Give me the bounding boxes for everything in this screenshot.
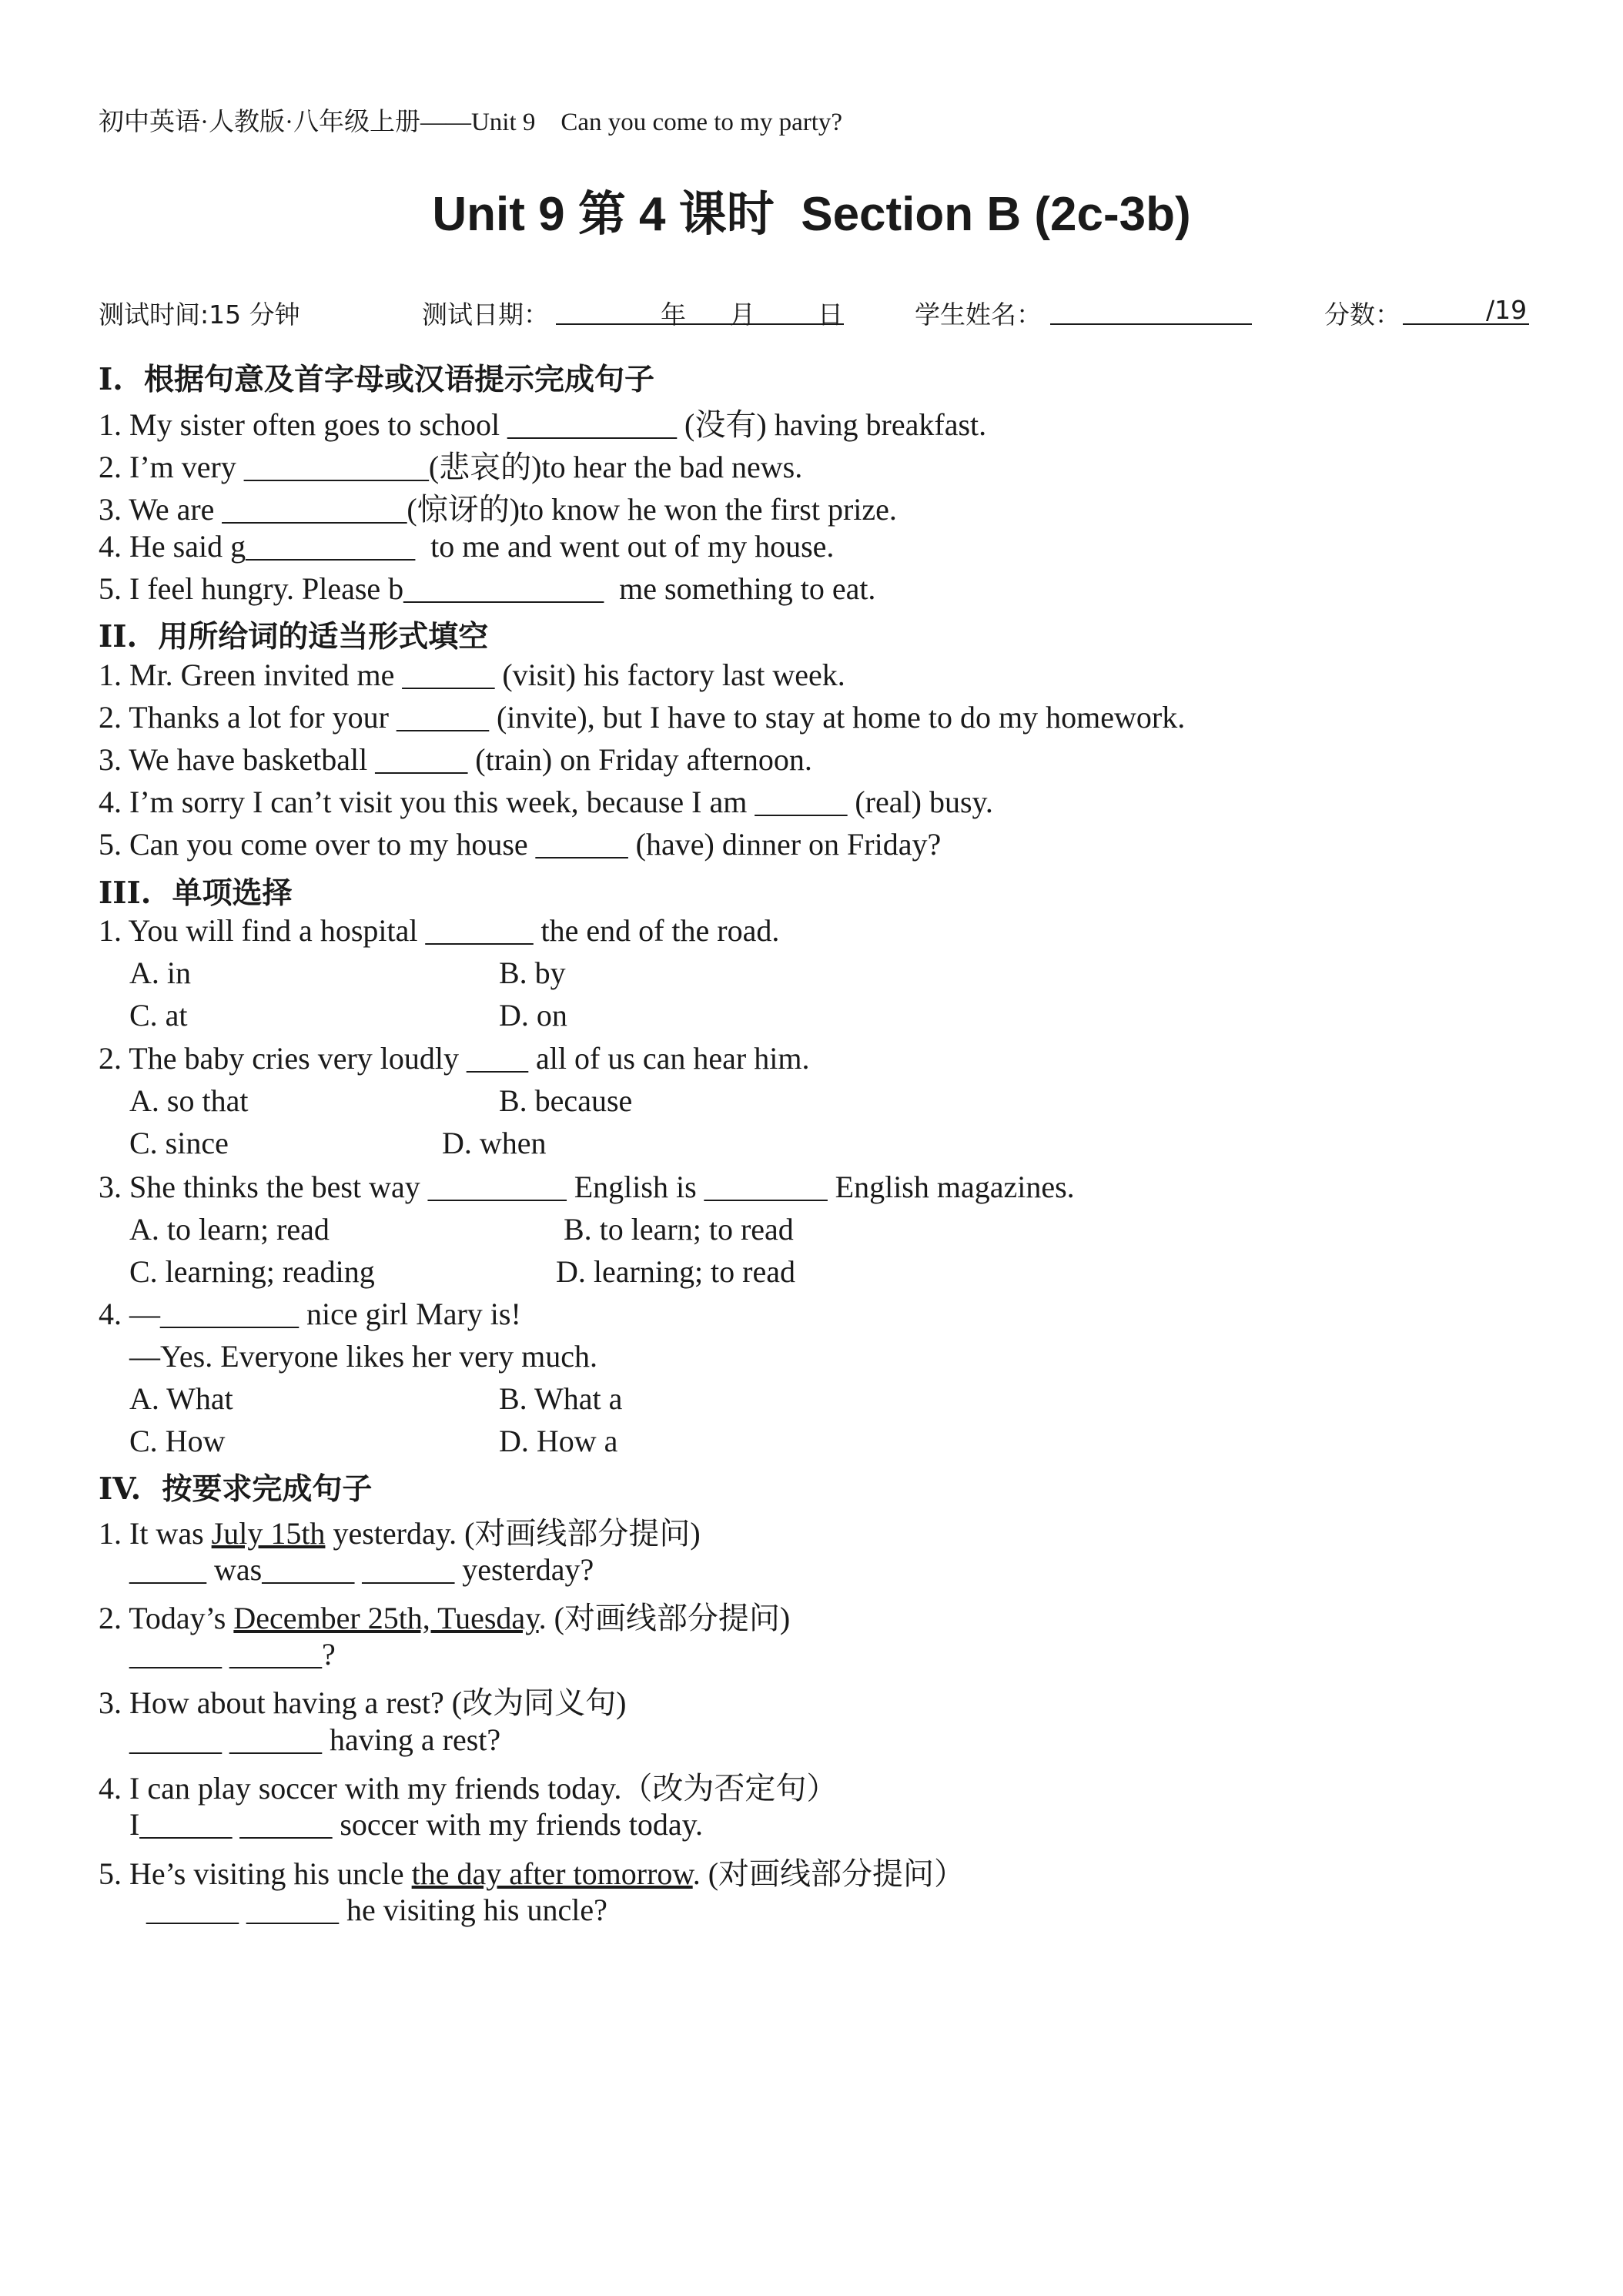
test-date-field[interactable]: [556, 290, 844, 325]
s3-q2-option-a[interactable]: A. so that: [129, 1083, 249, 1118]
s4-q5-answer[interactable]: ______ ______ he visiting his uncle?: [146, 1893, 607, 1927]
s2-item-5: 5. Can you come over to my house ______ (have) dinner on Friday?: [99, 827, 942, 862]
test-date-label: 测试日期：: [422, 300, 549, 330]
s3-q4-option-c[interactable]: C. How: [129, 1424, 226, 1458]
s1-item-5: 5. I feel hungry. Please b_____________ me something to eat.: [99, 571, 876, 606]
date-month: 月: [730, 300, 755, 330]
date-day: 日: [818, 300, 843, 330]
s3-q4-option-a[interactable]: A. What: [129, 1381, 233, 1416]
s3-q1-option-c[interactable]: C. at: [129, 998, 188, 1033]
page-title: Unit 9 第 4 课时 Section B (2c-3b): [432, 188, 1191, 241]
s3-q1-option-a[interactable]: A. in: [129, 956, 191, 990]
s1-item-4: 4. He said g___________ to me and went out of my house.: [99, 529, 835, 564]
s4-q3-answer[interactable]: ______ ______ having a rest?: [129, 1722, 501, 1757]
student-name-label: 学生姓名：: [915, 300, 1042, 330]
s3-q2-option-c[interactable]: C. since: [129, 1126, 229, 1160]
s1-item-3: 3. We are ____________(惊讶的)to know he won the first prize.: [99, 492, 897, 527]
s4-q5-post: . (对画线部分提问）: [692, 1856, 965, 1891]
s2-item-4: 4. I’m sorry I can’t visit you this week, because I am ______ (real) busy.: [99, 785, 993, 819]
s3-q4-reply: —Yes. Everyone likes her very much.: [129, 1339, 598, 1374]
s3-q4-option-b[interactable]: B. What a: [499, 1381, 623, 1416]
s4-q1-pre: 1. It was: [99, 1516, 212, 1551]
s4-q2-answer[interactable]: ______ ______?: [129, 1637, 336, 1672]
s3-q2-stem: 2. The baby cries very loudly ____ all of us can hear him.: [99, 1041, 810, 1076]
s3-q3-option-a[interactable]: A. to learn; read: [129, 1212, 330, 1247]
s4-q2-post: . (对画线部分提问): [538, 1601, 791, 1635]
s4-q1-post: yesterday. (对画线部分提问): [325, 1516, 701, 1551]
s3-q3-stem: 3. She thinks the best way _________ English is ________ English magazines.: [99, 1170, 1075, 1204]
s2-item-2: 2. Thanks a lot for your ______ (invite), but I have to stay at home to do my homework.: [99, 700, 1186, 735]
s3-q4-option-d[interactable]: D. How a: [499, 1424, 618, 1458]
s4-q2-underlined: December 25th, Tuesday: [233, 1601, 539, 1635]
section-2-heading: II. 用所给词的适当形式填空: [99, 619, 489, 654]
s4-q1-answer[interactable]: _____ was______ ______ yesterday?: [129, 1552, 594, 1587]
date-year: 年: [661, 300, 686, 330]
section-4-heading: IV. 按要求完成句子: [99, 1471, 373, 1507]
s3-q3-option-c[interactable]: C. learning; reading: [129, 1254, 375, 1289]
s4-q1-underlined: July 15th: [211, 1516, 326, 1551]
test-time: 测试时间:15 分钟: [99, 300, 300, 330]
s4-q3-line: 3. How about having a rest? (改为同义句): [99, 1685, 627, 1720]
section-3-heading: III. 单项选择: [99, 875, 293, 911]
s4-q4-answer[interactable]: I______ ______ soccer with my friends today.: [129, 1807, 704, 1842]
s4-q4-line: 4. I can play soccer with my friends today.（改为否定句）: [99, 1771, 838, 1806]
page-header: 初中英语·人教版·八年级上册——Unit 9 Can you come to my party?: [99, 109, 843, 136]
score-total: /19: [1486, 295, 1528, 325]
s4-q2-pre: 2. Today’s: [99, 1601, 234, 1635]
section-1-heading: I. 根据句意及首字母或汉语提示完成句子: [99, 362, 654, 397]
s4-q1-line: [99, 1509, 701, 1553]
s3-q3-option-b[interactable]: B. to learn; to read: [564, 1212, 794, 1247]
s4-q2-line: [99, 1594, 790, 1638]
score-label: 分数：: [1324, 300, 1400, 330]
s4-q5-underlined: the day after tomorrow: [411, 1856, 693, 1891]
s3-q1-stem: 1. You will find a hospital _______ the end of the road.: [99, 913, 780, 948]
s3-q1-option-b[interactable]: B. by: [499, 956, 566, 990]
s2-item-1: 1. Mr. Green invited me ______ (visit) his factory last week.: [99, 658, 845, 692]
s3-q1-option-d[interactable]: D. on: [499, 998, 567, 1033]
s3-q3-option-d[interactable]: D. learning; to read: [556, 1254, 795, 1289]
s2-item-3: 3. We have basketball ______ (train) on Friday afternoon.: [99, 742, 812, 777]
s3-q4-stem: 4. —_________ nice girl Mary is!: [99, 1297, 521, 1331]
student-name-field[interactable]: [1050, 290, 1252, 325]
s3-q2-option-d[interactable]: D. when: [442, 1126, 547, 1160]
s1-item-1: 1. My sister often goes to school ___________ (没有) having breakfast.: [99, 407, 987, 442]
s1-item-2: 2. I’m very ____________(悲哀的)to hear the bad news.: [99, 450, 803, 484]
s3-q2-option-b[interactable]: B. because: [499, 1083, 633, 1118]
s4-q5-line: [99, 1849, 965, 1893]
s4-q5-pre: 5. He’s visiting his uncle: [99, 1856, 412, 1891]
